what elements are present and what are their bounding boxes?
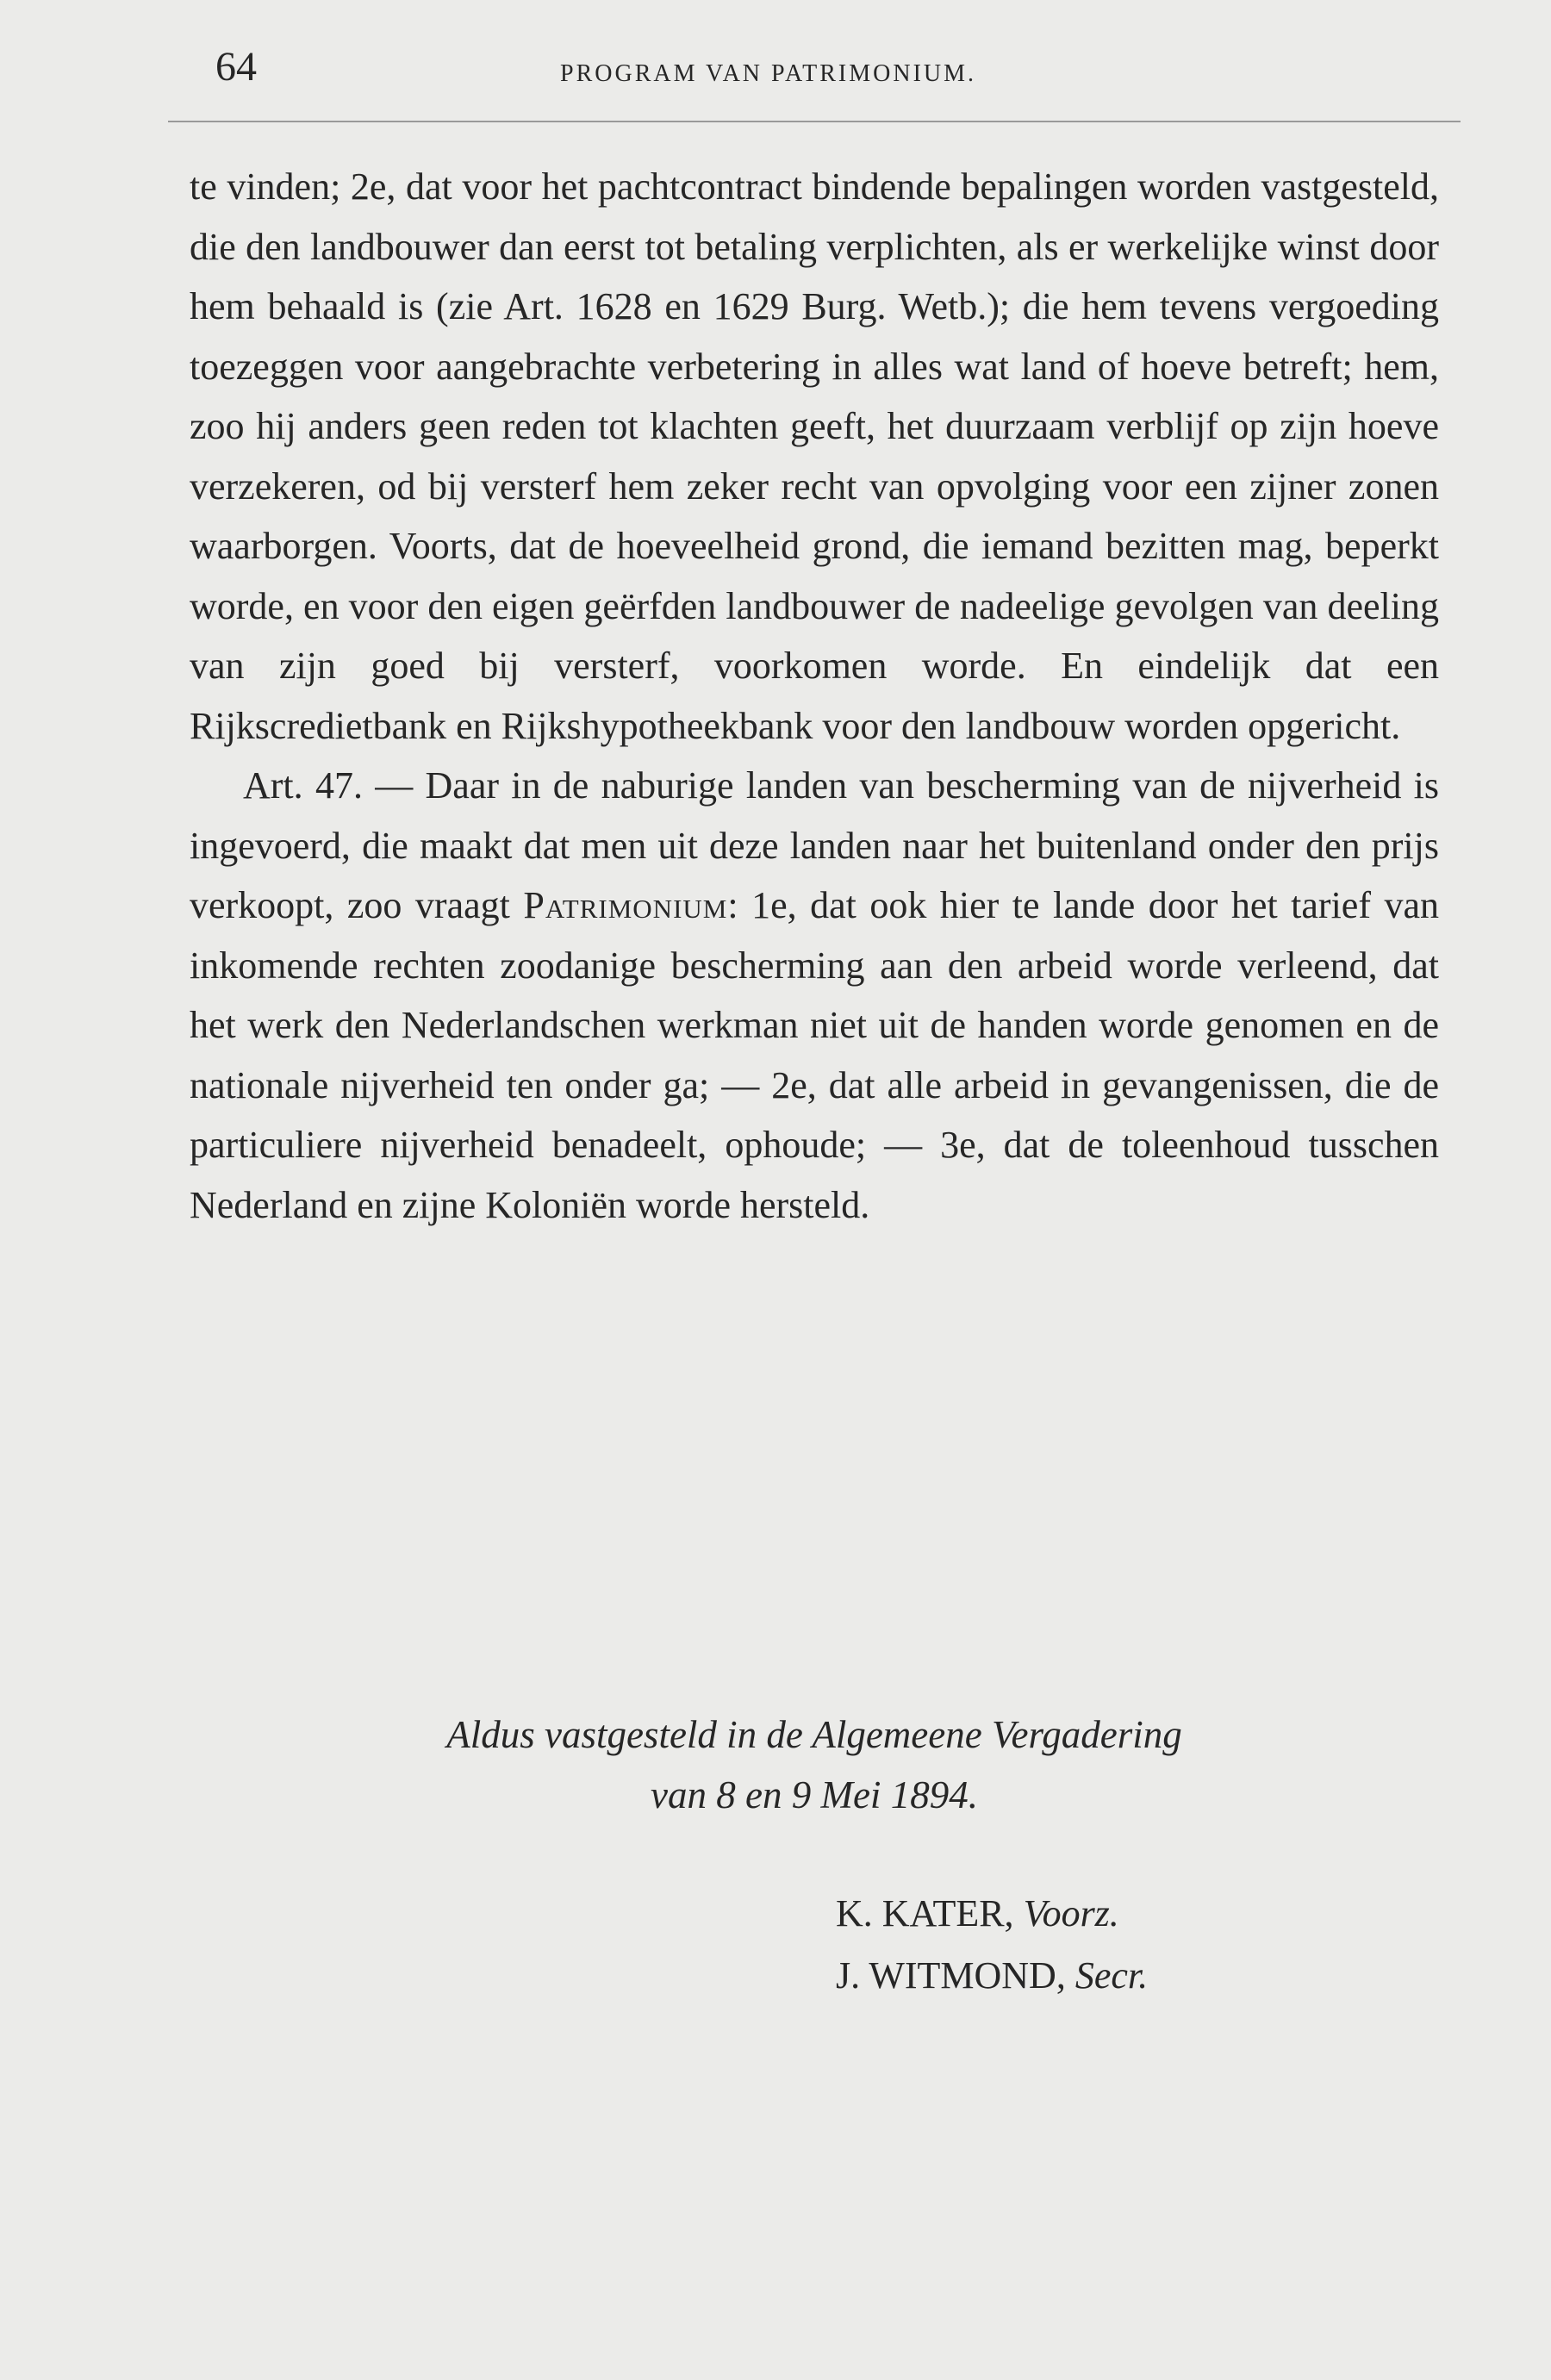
signature-secretary <box>836 1945 1148 2007</box>
signature-block <box>836 1883 1148 2007</box>
signatory-name: K. KATER, <box>836 1892 1014 1935</box>
signatory-role: Voorz. <box>1023 1892 1119 1935</box>
page-header <box>168 43 1461 129</box>
body-text <box>190 157 1439 1235</box>
signature-chairman <box>836 1883 1148 1945</box>
signatory-role: Secr. <box>1074 1954 1149 1997</box>
page-number: 64 <box>215 44 257 90</box>
article-47-text-end: : 1e, dat ook hier te lande door het tarief van inkomende rechten zoodanige bescherming aan den arbeid worde verleend, dat het werk den Nederlandschen werkman niet uit de handen worde genomen en de nationale nijverheid ten onder ga; — 2e, dat alle arbeid in gevangenissen, die de particuliere nijverheid benadeelt, ophoude; — 3e, dat de toleenhoud tusschen Nederland en zijne Koloniën worde hersteld. <box>190 884 1440 1226</box>
closing-line-1: Aldus vastgesteld in de Algemeene Vergadering <box>446 1713 1182 1756</box>
header-rule <box>168 121 1461 122</box>
running-title: PROGRAM VAN PATRIMONIUM. <box>560 60 977 87</box>
closing-line-2: van 8 en 9 Mei 1894. <box>651 1773 978 1816</box>
article-47-text-start: Art. 47. — Daar in de naburige landen van bescherming van de nijverheid is ingevoerd, die maakt dat men uit deze landen naar het buitenland onder den prijs verkoopt, zoo vraagt <box>190 764 1439 926</box>
paragraph-article-47 <box>190 756 1439 1235</box>
signatory-name: J. WITMOND, <box>836 1954 1066 1997</box>
closing-statement <box>190 1704 1439 1825</box>
organization-name: Patrimonium <box>523 884 728 926</box>
paragraph-continuation: te vinden; 2e, dat voor het pachtcontract bindende bepalingen worden vastgesteld, die den landbouwer dan eerst tot betaling verplichten, als er werkelijke winst door hem behaald is (zie Art. 1628 en 1629 Burg. Wetb.); die hem tevens vergoeding toezeggen voor aangebrachte verbetering in alles wat land of hoeve betreft; hem, zoo hij anders geen reden tot klachten geeft, het duurzaam verblijf op zijn hoeve verzekeren, od bij versterf hem zeker recht van opvolging voor een zijner zonen waarborgen. Voorts, dat de hoeveelheid grond, die iemand bezitten mag, beperkt worde, en voor den eigen geërfden landbouwer de nadeelige gevolgen van deeling van zijn goed bij versterf, voorkomen worde. En eindelijk dat een Rijkscredietbank en Rijkshypotheekbank voor den landbouw worden opgericht. <box>190 165 1439 747</box>
